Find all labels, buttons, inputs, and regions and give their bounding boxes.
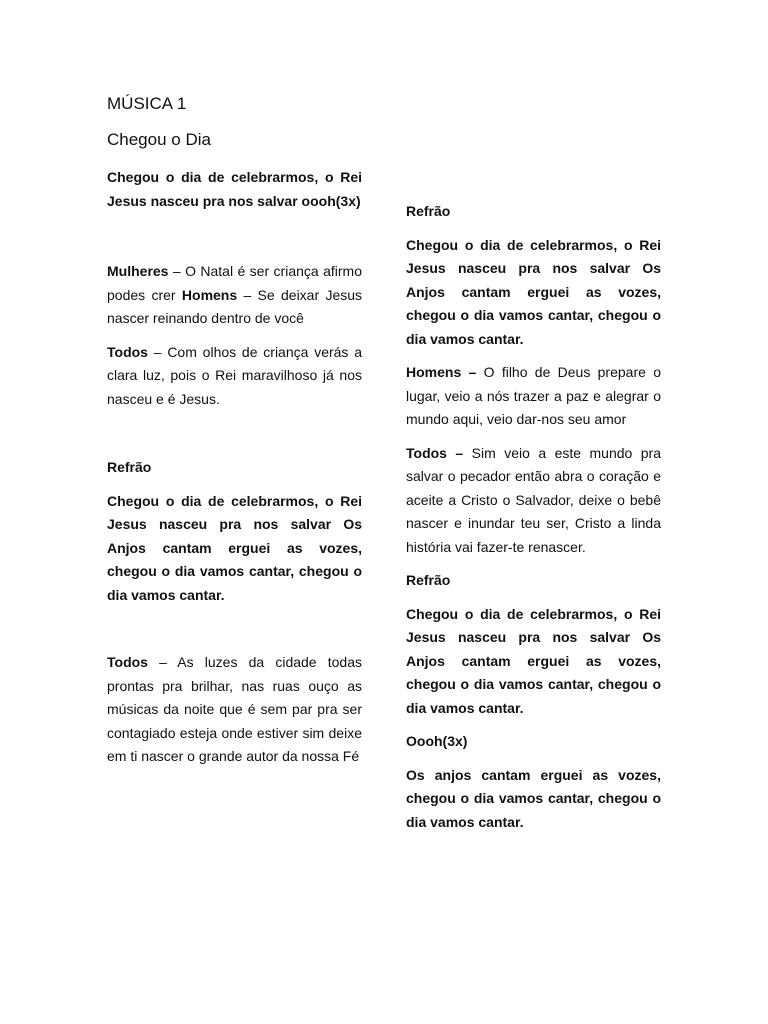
refrao-heading: Refrão [107, 459, 152, 475]
refrao-heading: Refrão [406, 572, 451, 588]
refrao-text: Chegou o dia de celebrarmos, o Rei Jesus nasceu pra nos salvar Os Anjos cantam erguei as vozes, chegou o dia vamos cantar, chegou o dia vamos cantar. [406, 236, 661, 347]
homens-label: Homens – [406, 364, 477, 380]
opening-verse: Chegou o dia de celebrarmos, o Rei Jesus nasceu pra nos salvar oooh(3x) [107, 169, 362, 209]
song-title: Chegou o Dia [107, 130, 211, 149]
todos-label: Todos – [406, 444, 464, 461]
todos-text: – Com olhos de criança verás a clara luz, pois o Rei maravilhoso já nos nasceu e é Jesus. [107, 343, 362, 407]
homens-stanza [406, 361, 661, 432]
mulheres-homens-stanza [107, 260, 362, 331]
homens-label: Homens [181, 286, 238, 303]
left-column [107, 92, 362, 769]
oooh-line: Oooh(3x) [406, 733, 468, 749]
right-column [406, 200, 661, 834]
refrao-text: Chegou o dia de celebrarmos, o Rei Jesus nasceu pra nos salvar Os Anjos cantam erguei as vozes, chegou o dia vamos cantar, chegou o dia vamos cantar. [406, 605, 661, 716]
mulheres-label: Mulheres [107, 263, 169, 279]
todos-stanza-1 [107, 341, 362, 412]
final-verse: Os anjos cantam erguei as vozes, chegou o dia vamos cantar, chegou o dia vamos cantar. [406, 766, 661, 830]
todos-stanza [406, 442, 661, 560]
todos-stanza-2 [107, 651, 362, 769]
todos-label: Todos [107, 654, 148, 670]
homens-text: – Se deixar Jesus nascer reinando dentro de você [107, 286, 363, 326]
todos-label: Todos [107, 343, 148, 360]
todos-text: – As luzes da cidade todas prontas pra brilhar, nas ruas ouço as músicas da noite que é sem par pra ser contagiado esteja onde estiver sim deixe em ti nascer o grande autor da nossa Fé [107, 654, 362, 764]
song-number-title: MÚSICA 1 [107, 94, 187, 113]
refrao-text: Chegou o dia de celebrarmos, o Rei Jesus nasceu pra nos salvar Os Anjos cantam erguei as vozes, chegou o dia vamos cantar, chegou o dia vamos cantar. [107, 492, 362, 603]
homens-text: O filho de Deus prepare o lugar, veio a nós trazer a paz e alegrar o mundo aqui, veio dar-nos seu amor [406, 364, 661, 427]
todos-text: Sim veio a este mundo pra salvar o pecador então abra o coração e aceite a Cristo o Salvador, deixe o bebê nascer e inundar teu ser, Cristo a linda história vai fazer-te renascer. [406, 444, 661, 555]
mulheres-text: – O Natal é ser criança afirmo podes crer [107, 263, 362, 303]
refrao-heading: Refrão [406, 203, 451, 219]
